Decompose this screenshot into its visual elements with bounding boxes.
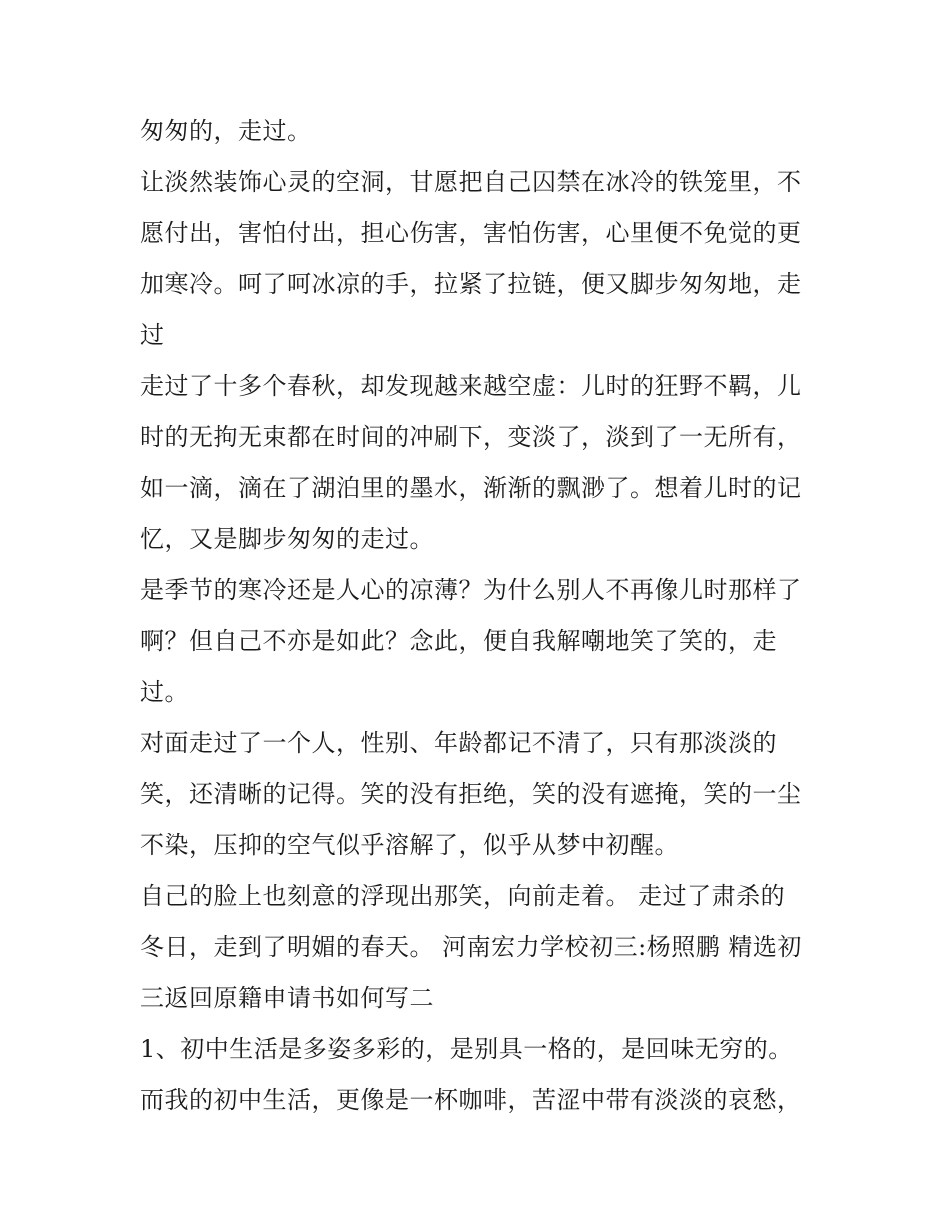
text-line: 忆，又是脚步匆匆的走过。	[140, 525, 434, 553]
text-line: 而我的初中生活，更像是一杯咖啡，苦涩中带有淡淡的哀愁，	[140, 1086, 802, 1114]
text-line: 走过了十多个春秋，却发现越来越空虚：儿时的狂野不羁，儿	[140, 372, 802, 400]
text-line: 是季节的寒冷还是人心的凉薄？为什么别人不再像儿时那样了	[140, 576, 802, 604]
text-line: 三返回原籍申请书如何写二	[140, 984, 434, 1012]
document-body	[140, 106, 820, 1126]
text-line: 过	[140, 321, 165, 349]
text-line: 让淡然装饰心灵的空洞，甘愿把自己囚禁在冰冷的铁笼里，不	[140, 168, 802, 196]
text-line: 过。	[140, 678, 189, 706]
text-line: 不染，压抑的空气似乎溶解了，似乎从梦中初醒。	[140, 831, 679, 859]
text-line: 匆匆的，走过。	[140, 117, 312, 145]
text-line: 时的无拘无束都在时间的冲刷下，变淡了，淡到了一无所有，	[140, 423, 802, 451]
text-line: 愿付出，害怕付出，担心伤害，害怕伤害，心里便不免觉的更	[140, 219, 802, 247]
text-line: 笑，还清晰的记得。笑的没有拒绝，笑的没有遮掩，笑的一尘	[140, 780, 802, 808]
text-line: 对面走过了一个人，性别、年龄都记不清了，只有那淡淡的	[140, 729, 777, 757]
text-line: 如一滴，滴在了湖泊里的墨水，渐渐的飘渺了。想着儿时的记	[140, 474, 802, 502]
text-line: 加寒冷。呵了呵冰凉的手，拉紧了拉链，便又脚步匆匆地，走	[140, 270, 802, 298]
text-line: 啊？但自己不亦是如此？念此，便自我解嘲地笑了笑的，走	[140, 627, 777, 655]
text-line: 冬日，走到了明媚的春天。 河南宏力学校初三:杨照鹏 精选初	[140, 933, 802, 961]
text-line: 1、初中生活是多姿多彩的，是别具一格的，是回味无穷的。	[140, 1035, 793, 1063]
text-line: 自己的脸上也刻意的浮现出那笑，向前走着。 走过了肃杀的	[140, 882, 786, 910]
